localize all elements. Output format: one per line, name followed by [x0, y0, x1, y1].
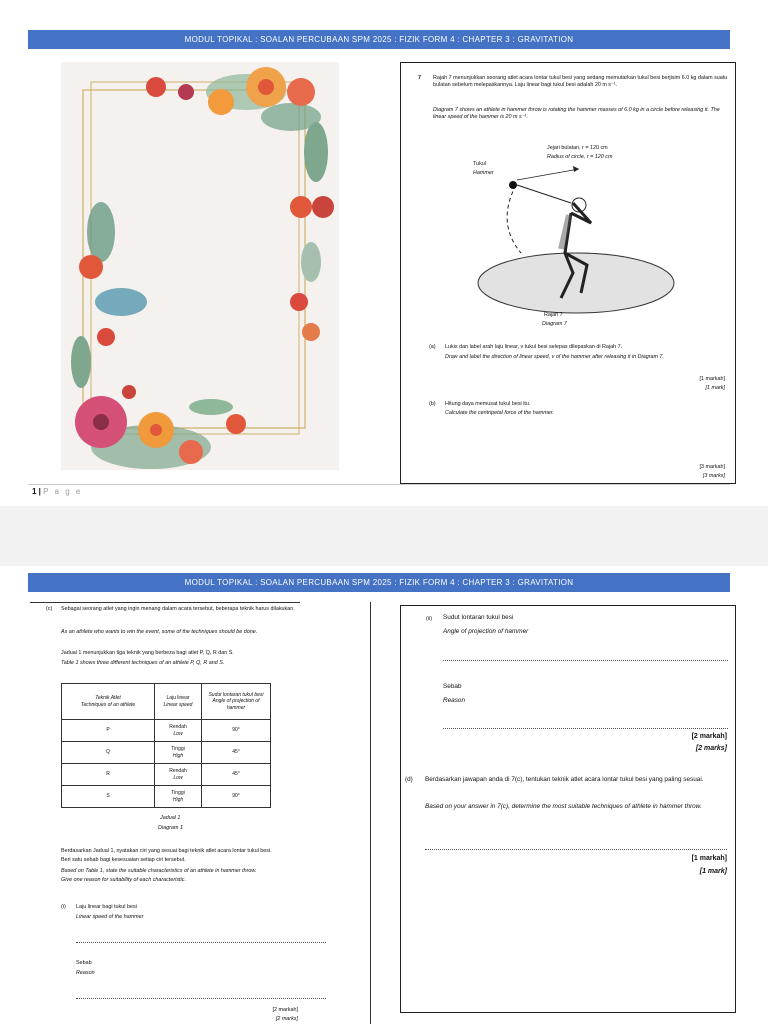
table-intro-malay: Jadual 1 menunjukkan tiga teknik yang berbeza bagi atlet P, Q, R dan S.	[61, 650, 234, 656]
diagram-caption-malay: Rajah 7	[544, 312, 563, 318]
speed-en: Low	[173, 774, 183, 781]
q7-intro-english: Diagram 7 shows an athlete in hammer throw is rotating the hammer masses of 6.0 kg in a circle before releasing it. The linear speed of the hammer is 20 m s⁻¹.	[433, 107, 720, 121]
part-a-marks-malay: [1 markah]	[699, 376, 725, 382]
part-c-intro-malay: Sebagai seorang atlet yang ingin menang dalam acara tersebut, beberapa teknik harus dilakukan.	[61, 606, 295, 612]
instruction-english-1: Based on Table 1, state the suitable characteristics of an athlete in hammer throw.	[61, 868, 257, 874]
speed-cell	[155, 764, 202, 786]
reason-label-english: Reason	[443, 697, 466, 704]
part-cii-marks-malay: [2 markah]	[691, 733, 727, 740]
instruction-english-2: Give one reason for suitability of each characteristic.	[61, 877, 186, 883]
angle-cell: 45°	[202, 742, 271, 764]
table-row	[62, 720, 271, 742]
reason-label-english: Reason	[76, 970, 95, 976]
header-speed	[155, 684, 202, 720]
part-cii-english: Angle of projection of hammer	[443, 628, 529, 635]
part-b-label: (b)	[429, 401, 436, 407]
part-d-malay: Berdasarkan jawapan anda di 7(c), tentukan teknik atlet acara lontar tukul besi yang paling sesuai.	[425, 776, 704, 783]
column-top-rule	[30, 602, 300, 603]
header-speed-ms: Laju linear	[166, 695, 190, 701]
question-7-box	[400, 62, 736, 484]
speed-en: High	[172, 796, 184, 803]
label-radius-malay: Jejari bulatan, r = 120 cm	[547, 145, 608, 151]
floral-cover-image	[61, 62, 339, 470]
angle-cell: 90°	[202, 720, 271, 742]
part-d-marks-malay: [1 markah]	[691, 855, 727, 862]
part-b-marks-english: [3 marks]	[702, 473, 725, 479]
label-hammer-english: Hammer	[473, 170, 494, 176]
angle-cell: 90°	[202, 786, 271, 808]
table-caption-english: Diagram 1	[158, 825, 183, 831]
part-cii-malay: Sudut lontaran tukul besi	[443, 614, 514, 621]
answer-line[interactable]	[76, 942, 326, 943]
part-c-intro-english: As an athlete who wants to win the event, some of the techniques should be done.	[61, 629, 258, 635]
question-number: 7	[418, 75, 421, 81]
q7-intro-malay: Rajah 7 menunjukkan seorang atlet acara lontar tukul besi yang sedang memutarkan tukul besi berjisim 6.0 kg dalam suatu bulatan sebelum melepaskannya. Laju linear bagi tukul besi adalah 20 m s⁻¹.	[433, 75, 728, 89]
athlete-s: S	[62, 786, 155, 808]
diagram-caption-english: Diagram 7	[542, 321, 567, 327]
header-angle	[202, 684, 271, 720]
part-b-english: Calculate the centripetal force of the hammer.	[445, 410, 554, 416]
speed-en: High	[172, 752, 184, 759]
label-radius-english: Radius of circle, r = 120 cm	[547, 154, 613, 160]
question-7c-column	[30, 602, 371, 1024]
speed-ms: Rendah	[169, 724, 187, 730]
reason-label-malay: Sebab	[76, 960, 92, 966]
answer-line[interactable]	[443, 660, 728, 661]
part-b-malay: Hitung daya memusat tukul besi itu.	[445, 401, 531, 407]
question-7c-continued-box	[400, 605, 736, 1013]
speed-en: Low	[173, 730, 183, 737]
page-label: P a g e	[43, 487, 83, 496]
part-d-marks-english: [1 mark]	[699, 868, 727, 875]
answer-line[interactable]	[425, 849, 727, 850]
header-athlete	[62, 684, 155, 720]
table-row	[62, 764, 271, 786]
reason-answer-line[interactable]	[76, 998, 326, 999]
label-hammer-malay: Tukul	[473, 161, 486, 167]
speed-ms: Tinggi	[171, 746, 185, 752]
part-ci-english: Linear speed of the hammer	[76, 914, 144, 920]
instruction-malay-1: Berdasarkan Jadual 1, nyatakan ciri yang sesuai bagi teknik atlet acara lontar tukul besi.	[61, 848, 272, 854]
speed-ms: Tinggi	[171, 790, 185, 796]
page-gap	[0, 506, 768, 566]
angle-cell: 45°	[202, 764, 271, 786]
floral-frame-illustration	[61, 62, 339, 470]
header-athlete-ms: Teknik Atlet	[95, 695, 121, 701]
part-ci-label: (i)	[61, 904, 66, 910]
table-intro-english: Table 1 shows three different techniques of an athlete P, Q, R and S.	[61, 660, 225, 666]
techniques-table	[61, 683, 271, 808]
part-b-marks-malay: [3 markah]	[699, 464, 725, 470]
part-ci-marks-malay: [2 markah]	[272, 1007, 298, 1013]
speed-cell	[155, 786, 202, 808]
table-caption-malay: Jadual 1	[160, 815, 181, 821]
reason-answer-line[interactable]	[443, 728, 728, 729]
part-a-malay: Lukis dan label arah laju linear, v tukul besi selepas dilepaskan di Rajah 7.	[445, 344, 623, 350]
part-cii-marks-english: [2 marks]	[695, 745, 727, 752]
part-ci-marks-english: [2 marks]	[275, 1016, 298, 1022]
part-a-marks-english: [1 mark]	[705, 385, 725, 391]
table-row	[62, 742, 271, 764]
part-d-english: Based on your answer in 7(c), determine the most suitable techniques of athlete in hammer throw.	[425, 803, 702, 810]
speed-cell	[155, 742, 202, 764]
athlete-p: P	[62, 720, 155, 742]
page-number: 1 |	[32, 487, 41, 496]
reason-label-malay: Sebab	[443, 683, 462, 690]
part-c-label: (c)	[46, 606, 53, 612]
instruction-malay-2: Beri satu sebab bagi kesesuaian setiap ciri tersebut.	[61, 857, 186, 863]
header-angle-ms: Sudut lontaran tukul besi	[208, 691, 264, 698]
athlete-r: R	[62, 764, 155, 786]
part-a-label: (a)	[429, 344, 436, 350]
part-cii-label: (ii)	[426, 616, 432, 622]
page1-header-banner: MODUL TOPIKAL : SOALAN PERCUBAAN SPM 2025 : FIZIK FORM 4 : CHAPTER 3 : GRAVITATION	[28, 30, 730, 49]
speed-cell	[155, 720, 202, 742]
part-a-english: Draw and label the direction of linear speed, v of the hammer after releasing it in Diagram 7.	[445, 354, 665, 360]
athlete-q: Q	[62, 742, 155, 764]
hammer-throw-diagram	[461, 133, 691, 323]
table-row	[62, 786, 271, 808]
table-header-row	[62, 684, 271, 720]
header-angle-en: Angle of projection of hammer	[212, 698, 260, 711]
part-ci-malay: Laju linear bagi tukul besi	[76, 904, 137, 910]
header-speed-en: Linear speed	[163, 701, 193, 708]
speed-ms: Rendah	[169, 768, 187, 774]
page1-footer	[32, 487, 82, 496]
header-athlete-en: Techniques of an athlete	[80, 701, 136, 708]
page1-footer-rule	[28, 484, 730, 485]
part-d-label: (d)	[405, 776, 413, 783]
page2-header-banner: MODUL TOPIKAL : SOALAN PERCUBAAN SPM 2025 : FIZIK FORM 4 : CHAPTER 3 : GRAVITATION	[28, 573, 730, 592]
